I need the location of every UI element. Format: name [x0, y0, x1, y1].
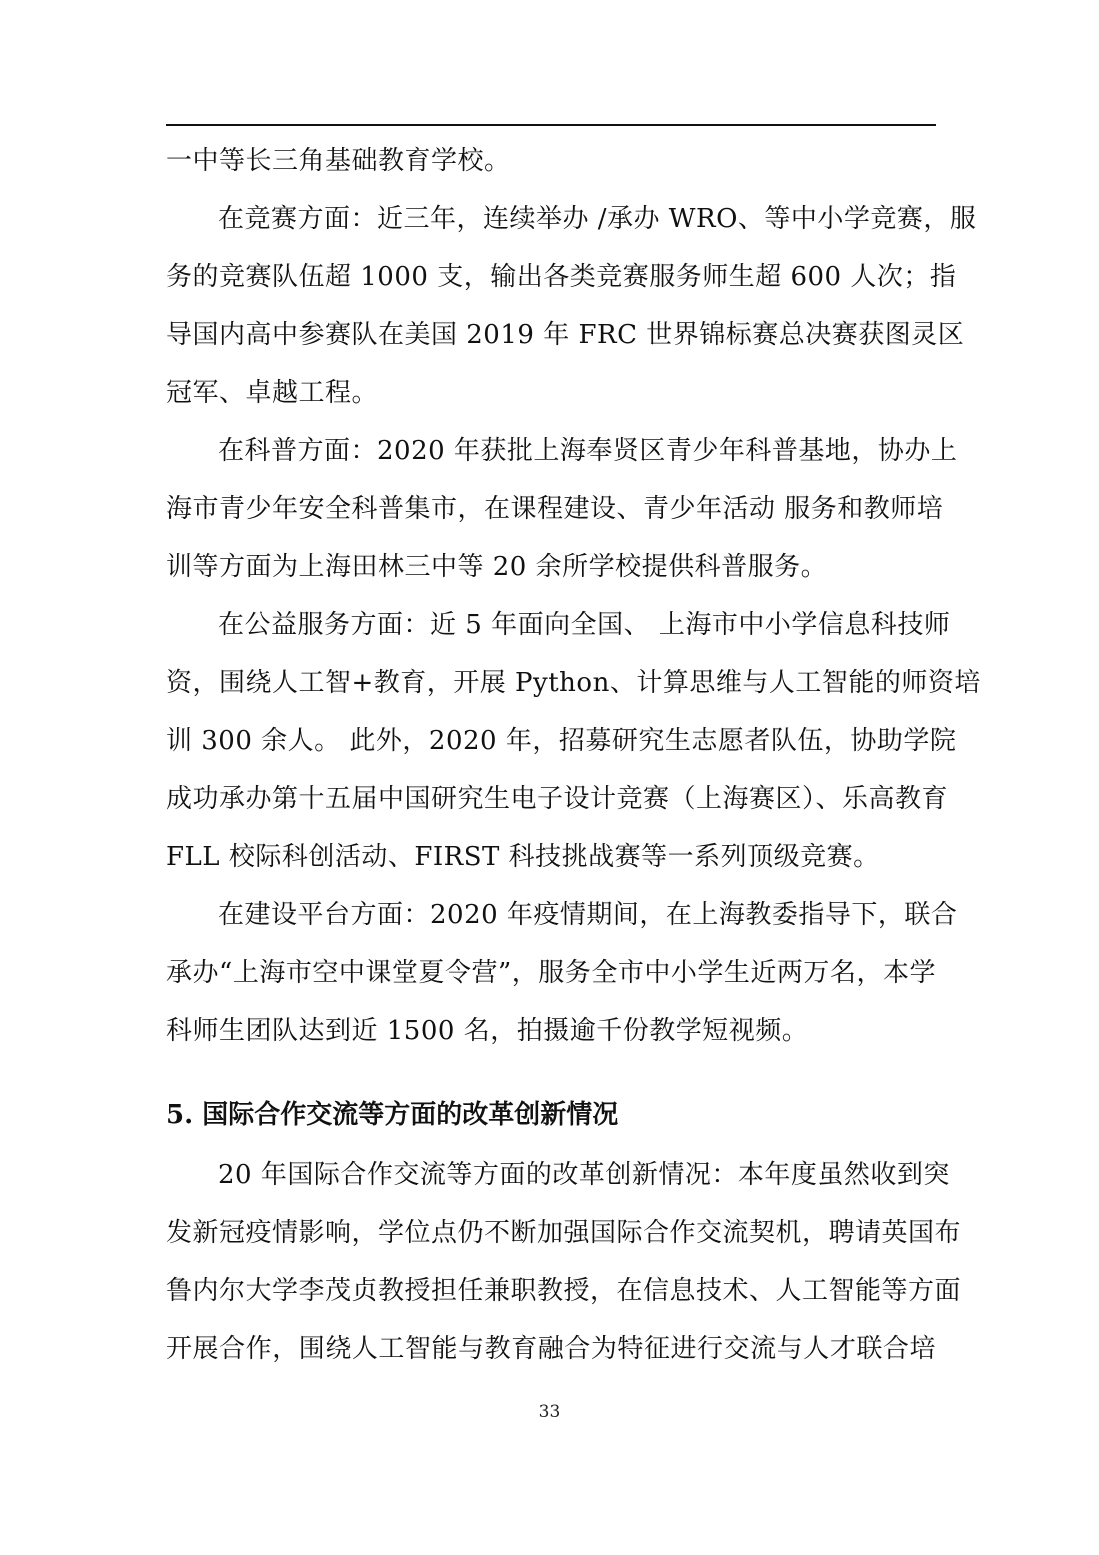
paragraph-line: 海市青少年安全科普集市，在课程建设、青少年活动 服务和教师培	[166, 494, 944, 524]
paragraph-public-service	[166, 596, 981, 886]
paragraph-line: 一中等长三角基础教育学校。	[166, 146, 511, 176]
paragraph-line: FLL 校际科创活动、FIRST 科技挑战赛等一系列顶级竞赛。	[166, 842, 880, 872]
paragraph-line: 训等方面为上海田林三中等 20 余所学校提供科普服务。	[166, 552, 828, 582]
paragraph-line: 承办“上海市空中课堂夏令营”，服务全市中小学生近两万名，本学	[166, 958, 936, 988]
paragraph-line: 务的竞赛队伍超 1000 支，输出各类竞赛服务师生超 600 人次；指	[166, 262, 957, 292]
page-number: 33	[538, 1402, 561, 1422]
paragraph-line: 发新冠疫情影响，学位点仍不断加强国际合作交流契机，聘请英国布	[166, 1218, 962, 1248]
paragraph-line: 资，围绕人工智+教育，开展 Python、计算思维与人工智能的师资培	[166, 668, 981, 698]
paragraph	[166, 132, 936, 190]
paragraph-line: 开展合作，围绕人工智能与教育融合为特征进行交流与人才联合培	[166, 1334, 936, 1364]
paragraph-line: 鲁内尔大学李茂贞教授担任兼职教授，在信息技术、人工智能等方面	[166, 1276, 962, 1306]
paragraph-line: 在建设平台方面：2020 年疫情期间，在上海教委指导下，联合	[218, 900, 958, 930]
paragraph-line: 科师生团队达到近 1500 名，拍摄逾千份教学短视频。	[166, 1016, 809, 1046]
paragraph-international-cooperation	[166, 1146, 962, 1378]
paragraph-line: 在竞赛方面：近三年，连续举办 /承办 WRO、等中小学竞赛，服	[218, 204, 977, 234]
paragraph-science-popularization	[166, 422, 958, 596]
paragraph-line: 在科普方面：2020 年获批上海奉贤区青少年科普基地，协办上	[218, 436, 958, 466]
paragraph-line: 训 300 余人。 此外，2020 年，招募研究生志愿者队伍，协助学院	[166, 726, 957, 756]
paragraph-competitions	[166, 190, 977, 422]
header-rule	[166, 124, 936, 126]
paragraph-line: 在公益服务方面：近 5 年面向全国、 上海市中小学信息科技师	[218, 610, 951, 640]
paragraph-line: 导国内高中参赛队在美国 2019 年 FRC 世界锦标赛总决赛获图灵区	[166, 320, 965, 350]
paragraph-line: 20 年国际合作交流等方面的改革创新情况：本年度虽然收到突	[218, 1160, 950, 1190]
section-heading: 5. 国际合作交流等方面的改革创新情况	[166, 1100, 619, 1130]
paragraph-line: 冠军、卓越工程。	[166, 378, 379, 408]
document-body	[166, 132, 981, 1378]
paragraph-platform-building	[166, 886, 958, 1060]
paragraph-line: 成功承办第十五届中国研究生电子设计竞赛（上海赛区）、乐高教育	[166, 784, 949, 814]
